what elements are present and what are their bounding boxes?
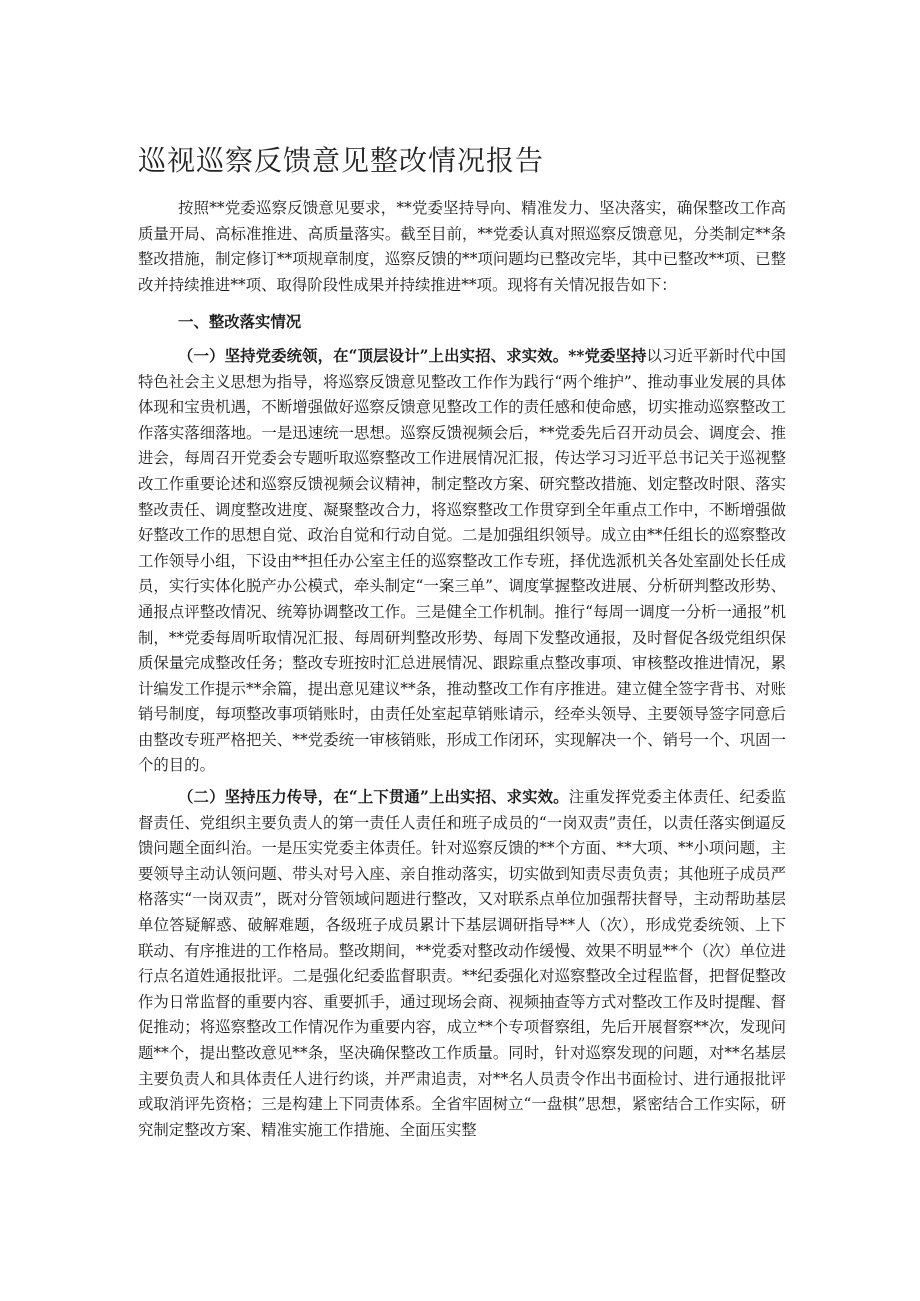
sub2-text: 注重发挥党委主体责任、纪委监督责任、党组织主要负责人的第一责任人责任和班子成员的“一岗双责”责任，以责任落实倒逼反馈问题全面纠治。一是压实党委主体责任。针对巡察反馈的**个方面、**大项、**小项问题，主要领导主动认领问题、带头对号入座、亲自推动落实，切实做到知责尽责负责；其他班子成员严格落实“一岗双责”，既对分管领域问题进行整改，又对联系点单位加强帮扶督导，主动帮助基层单位答疑解惑、破解难题，各级班子成员累计下基层调研指导**人（次），形成党委统领、上下联动、有序推进的工作格局。整改期间，**党委对整改动作缓慢、效果不明显**个（次）单位进行点名道姓通报批评。二是强化纪委监督职责。**纪委强化对巡察整改全过程监督，把督促整改作为日常监督的重要内容、重要抓手，通过现场会商、视频抽查等方式对整改工作及时提醒、督促推动；将巡察整改工作情况作为重要内容，成立**个专项督察组，先后开展督察**次，发现问题**个，提出整改意见**条，坚决确保整改工作质量。同时，针对巡察发现的问题，对**名基层主要负责人和具体责任人进行约谈，并严肃追责，对**名人员责令作出书面检讨、进行通报批评或取消评先资格；三是构建上下同责体系。全省牢固树立“一盘棋”思想，紧密结合工作实际，研究制定整改方案、精准实施工作措施、全面压实整 <box>138 788 786 1139</box>
page-title: 巡视巡察反馈意见整改情况报告 <box>138 144 545 177</box>
sub2-heading: （二）坚持压力传导，在“上下贯通”上出实招、求实效。 <box>178 788 569 807</box>
sub1-text: 以习近平新时代中国特色社会主义思想为指导，将巡察反馈意见整改工作作为践行“两个维护”、推动事业发展的具体体现和宝贵机遇，不断增强做好巡察反馈意见整改工作的责任感和使命感，切实推动巡察整改工作落实落细落地。一是迅速统一思想。巡察反馈视频会后，**党委先后召开动员会、调度会、推进会，每周召开党委会专题听取巡察整改工作进展情况汇报，传达学习习近平总书记关于巡视整改工作重要论述和巡察反馈视频会议精神，制定整改方案、研究整改措施、划定整改时限、落实整改责任、调度整改进度、凝聚整改合力，将巡察整改工作贯穿到全年重点工作中，不断增强做好整改工作的思想自觉、政治自觉和行动自觉。二是加强组织领导。成立由**任组长的巡察整改工作领导小组，下设由**担任办公室主任的巡察整改工作专班，择优选派机关各处室副处长任成员，实行实体化脱产办公模式，牵头制定“一案三单”、调度掌握整改进展、分析研判整改形势、通报点评整改情况、统筹协调整改工作。三是健全工作机制。推行“每周一调度一分析一通报”机制，**党委每周听取情况汇报、每周研判整改形势、每周下发整改通报，及时督促各级党组织保质保量完成整改任务；整改专班按时汇总进展情况、跟踪重点整改事项、审核整改推进情况，累计编发工作提示**余篇，提出意见建议**条，推动整改工作有序推进。建立健全签字背书、对账销号制度，每项整改事项销账时，由责任处室起草销账请示，经牵头领导、主要领导签字同意后由整改专班严格把关、**党委统一审核销账，形成工作闭环，实现解决一个、销号一个、巩固一个的目的。 <box>138 346 786 775</box>
sub2-paragraph <box>138 785 786 1143</box>
sub1-heading: （一）坚持党委统领，在“顶层设计”上出实招、求实效。**党委坚持 <box>178 346 647 365</box>
section1-heading: 一、整改落实情况 <box>178 313 302 332</box>
intro-paragraph: 按照**党委巡察反馈意见要求，**党委坚持导向、精准发力、坚决落实，确保整改工作高质量开局、高标准推进、高质量落实。截至目前，**党委认真对照巡察反馈意见，分类制定**条整改措施，制定修订**项规章制度，巡察反馈的**项问题均已整改完毕，其中已整改**项、已整改并持续推进**项、取得阶段性成果并持续推进**项。现将有关情况报告如下： <box>138 199 786 294</box>
document-body <box>138 196 786 1143</box>
sub1-paragraph <box>138 344 786 779</box>
